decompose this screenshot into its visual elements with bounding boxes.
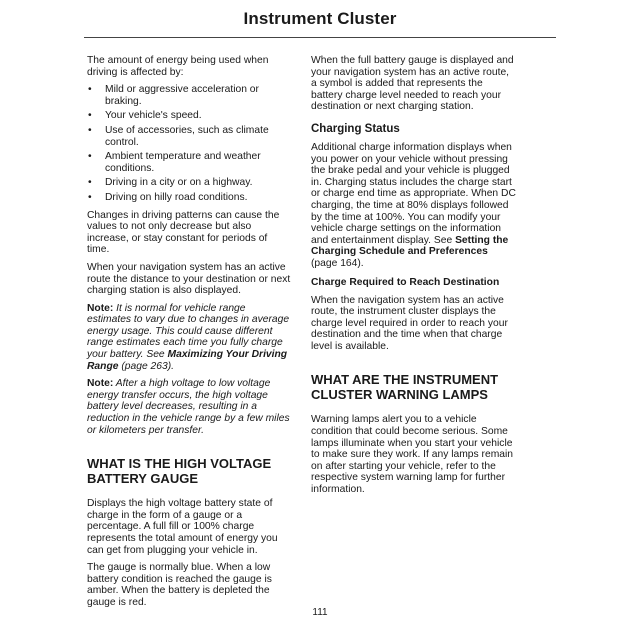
charging-status-text: Additional charge information displays when you power on your vehicle without pressing the brake pedal and your vehicle is plugged in. Charging status includes the charge start or charge end time as appropriate. When DC charging, the time at 80% displays followed by the time at 100%. You can modify your vehicle charge settings on the information and entertainment display. See	[311, 141, 516, 246]
note-range-estimates	[87, 303, 292, 373]
driving-patterns-paragraph: Changes in driving patterns can cause the values to not only decrease but also increase, or stay constant for periods of time.	[87, 209, 280, 256]
subheading-charge-required: Charge Required to Reach Destination	[311, 276, 500, 288]
list-item: • Mild or aggressive acceleration or braking.	[87, 84, 292, 107]
note-label: Note:	[87, 302, 114, 314]
energy-factors-list	[87, 84, 292, 203]
list-item: • Your vehicle's speed.	[87, 110, 292, 122]
intro-paragraph: The amount of energy being used when driving is affected by:	[87, 55, 269, 78]
page-number: 111	[312, 607, 328, 618]
charging-status-paragraph	[311, 142, 516, 270]
page-reference: (page 164).	[311, 257, 364, 269]
note-text: It is normal for vehicle range estimates to vary due to changes in average energy usage. This could cause different range estimates each time you fully charge your battery. See	[87, 302, 290, 361]
cross-reference-link[interactable]: Setting the Charging Schedule and Preferences	[311, 234, 509, 258]
section-heading-warning-lamps: WHAT ARE THE INSTRUMENT CLUSTER WARNING LAMPS	[311, 372, 499, 403]
list-item: • Driving in a city or on a highway.	[87, 177, 292, 189]
warning-lamps-paragraph: Warning lamps alert you to a vehicle condition that could become serious. Some lamps illuminate when you start your vehicle to make sure they work. If any lamps remain on after starting your vehicle, refer to the respective system warning lamp for further information.	[311, 414, 514, 496]
gauge-color-paragraph: The gauge is normally blue. When a low battery condition is reached the gauge is amber. When the battery is depleted the gauge is red.	[87, 562, 272, 608]
page-header	[84, 0, 556, 38]
navigation-paragraph: When your navigation system has an active route the distance to your destination or next charging station is also displayed.	[87, 261, 291, 297]
list-item: • Ambient temperature and weather conditions.	[87, 151, 292, 174]
page-title: Instrument Cluster	[243, 9, 397, 28]
subheading-charging-status: Charging Status	[311, 122, 400, 135]
list-item: • Driving on hilly road conditions.	[87, 192, 292, 204]
left-column	[87, 55, 292, 615]
section-heading-battery-gauge: WHAT IS THE HIGH VOLTAGE BATTERY GAUGE	[87, 456, 272, 487]
charge-required-paragraph: When the navigation system has an active route, the instrument cluster displays the charge level required in order to reach your destination and the time when that charge level is available.	[311, 294, 508, 352]
list-item: • Use of accessories, such as climate control.	[87, 125, 292, 148]
full-gauge-paragraph: When the full battery gauge is displayed and your navigation system has an active route, a symbol is added that represents the battery charge level needed to reach your destination or next charging station.	[311, 55, 514, 113]
note-text: After a high voltage to low voltage energy transfer occurs, the high voltage battery level decreases, resulting in a reduction in the vehicle range by a few miles or kilometers per transfer.	[87, 378, 290, 436]
note-label: Note:	[87, 378, 114, 390]
note-energy-transfer	[87, 378, 292, 436]
right-column	[311, 55, 516, 502]
cross-reference-link[interactable]: Maximizing Your Driving Range	[87, 349, 288, 372]
page-reference: (page 263).	[118, 360, 175, 372]
gauge-description-paragraph: Displays the high voltage battery state of charge in the form of a gauge or a percentage. A full fill or 100% charge represents the total amount of energy you can get from plugging your vehicle in.	[87, 498, 278, 556]
